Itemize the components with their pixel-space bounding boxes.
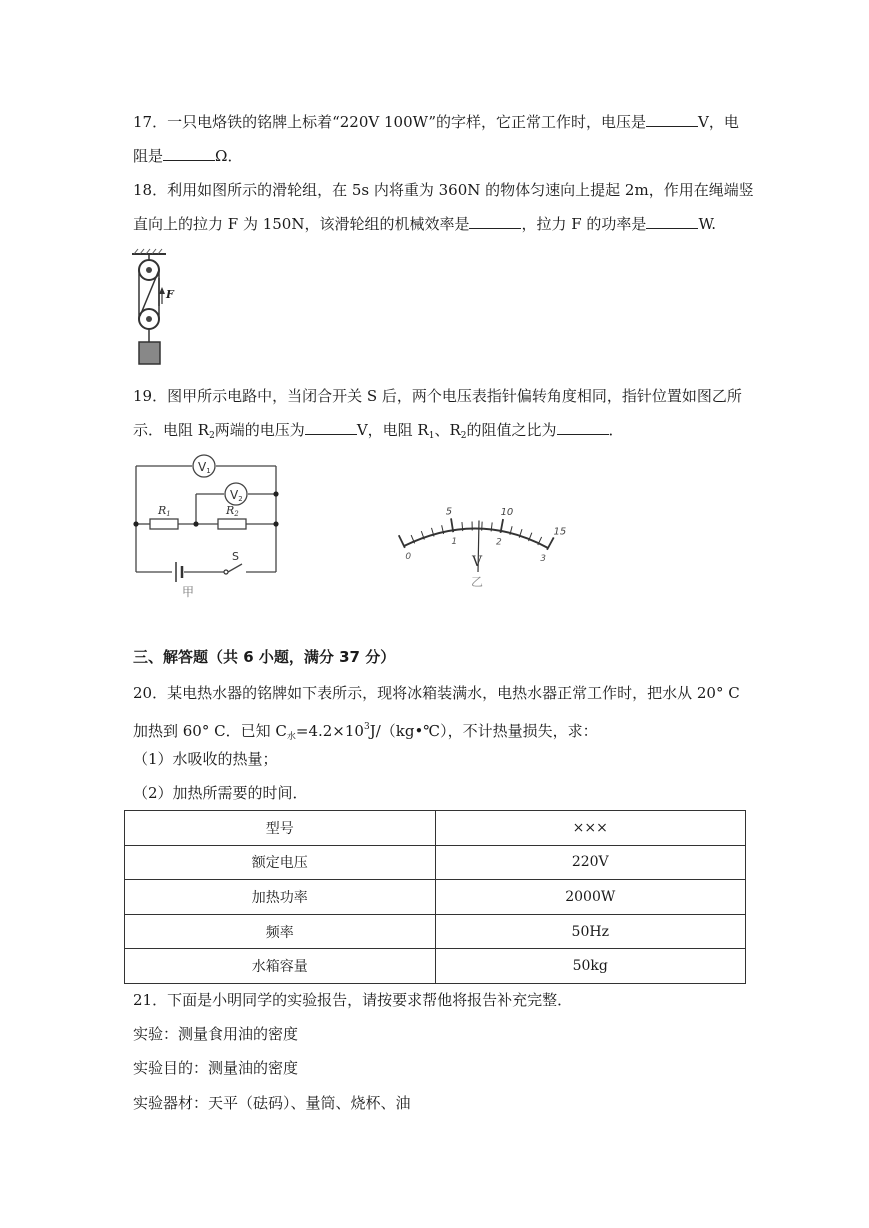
dial-inner-label: 1 [451, 537, 458, 548]
resistor-r2 [218, 519, 246, 529]
q18-blank-power[interactable] [646, 214, 698, 229]
q20-text-b: 加热到 60° C．已知 C [133, 722, 287, 740]
section-heading-text: 三、解答题（共 6 小题，满分 37 分） [133, 648, 396, 666]
r1-sub: 1 [166, 510, 171, 518]
q20-part1-text: （1）水吸收的热量； [133, 750, 278, 768]
pulley-figure [126, 248, 178, 370]
weight-block [139, 342, 160, 364]
q19-text-b: 示．电阻 R [133, 421, 210, 439]
table-cell: 频率 [125, 914, 436, 949]
q21-line2 [133, 1024, 298, 1044]
q19-sub-r2: 2 [209, 431, 215, 441]
q17-text-c: 阻是 [133, 147, 164, 165]
q20-text-c: =4.2×10 [295, 722, 364, 740]
q21-line4 [133, 1093, 411, 1113]
q19-line1 [133, 386, 742, 406]
v1-label: V [198, 460, 207, 474]
circuit-figure [128, 452, 288, 600]
table-cell: ××× [435, 811, 746, 846]
r2-label: R [226, 504, 235, 517]
q20-sub-water: 水 [286, 732, 296, 742]
q20-line2 [133, 717, 598, 747]
svg-text:R1 [157, 504, 171, 518]
resistor-r1 [150, 519, 178, 529]
q17-text-d: Ω． [215, 147, 243, 165]
switch-label: S [232, 550, 239, 563]
q17-line2 [133, 146, 242, 166]
table-row [125, 880, 746, 915]
q17-text-b: V，电 [697, 113, 739, 131]
table-row [125, 845, 746, 880]
q20-part2 [133, 783, 308, 803]
r2-sub: 2 [234, 510, 239, 518]
q19-sub-r1: 1 [428, 431, 435, 441]
circuit-caption: 甲 [182, 585, 195, 599]
q18-text-b: 直向上的拉力 F 为 150N，该滑轮组的机械效率是 [133, 215, 470, 233]
table-row [125, 811, 746, 846]
table-row [125, 914, 746, 949]
q21-text-a: 21．下面是小明同学的实验报告，请按要求帮他将报告补充完整． [133, 991, 573, 1009]
q18-text-d: W. [698, 215, 717, 233]
q20-part1 [133, 749, 278, 769]
dial-major-tick [399, 535, 405, 548]
table-cell: 额定电压 [125, 845, 436, 880]
v2-sub: 2 [238, 495, 243, 503]
q19-text-c: 两端的电压为 [214, 421, 305, 439]
q18-line2 [133, 214, 716, 234]
dial-inner-label: 3 [540, 553, 546, 564]
q20-line1 [133, 683, 740, 703]
voltmeter-dial-figure [378, 482, 578, 602]
table-row [125, 949, 746, 984]
q17-text-a: 17．一只电烙铁的铭牌上标着“220V 100W”的字样，它正常工作时，电压是 [133, 113, 646, 131]
q20-text-d: J/（kg•℃），不计热量损失，求： [369, 722, 598, 740]
r1-label: R [158, 504, 167, 517]
q19-text-a: 19．图甲所示电路中，当闭合开关 S 后，两个电压表指针偏转角度相同，指针位置如图乙所 [133, 387, 742, 405]
dial-arc [404, 528, 548, 548]
q19-blank-ratio[interactable] [557, 420, 609, 435]
table-cell: 2000W [435, 880, 746, 915]
section-heading [133, 647, 395, 667]
q19-text-g: ． [608, 421, 624, 439]
dial-inner-label: 2 [496, 537, 502, 548]
q19-text-f: 的阻值之比为 [466, 421, 557, 439]
q17-blank-voltage[interactable] [646, 112, 698, 127]
q20-text-a: 20．某电热水器的铭牌如下表所示，现将冰箱装满水，电热水器正常工作时，把水从 20° C [133, 684, 740, 702]
v1-sub: 1 [206, 467, 211, 475]
q17-line1 [133, 112, 739, 132]
dial-unit-label: V [472, 554, 483, 570]
specification-table [124, 810, 746, 984]
table-cell: 加热功率 [125, 880, 436, 915]
q21-line1 [133, 990, 572, 1010]
force-label: F [166, 288, 174, 301]
dial-outer-label: 10 [500, 507, 514, 519]
q19-text-e: 、R [434, 421, 461, 439]
table-cell: 50Hz [435, 914, 746, 949]
q18-line1 [133, 180, 754, 200]
dial-caption: 乙 [471, 575, 484, 589]
q18-blank-efficiency[interactable] [469, 214, 521, 229]
table-cell: 水箱容量 [125, 949, 436, 984]
dial-major-tick [547, 537, 554, 549]
q21-text-c: 实验目的：测量油的密度 [133, 1059, 299, 1077]
v2-label: V [230, 488, 239, 502]
table-cell: 220V [435, 845, 746, 880]
q20-sup-exp: 3 [363, 722, 370, 732]
switch-pivot [224, 570, 228, 574]
q19-line2 [133, 420, 624, 446]
dial-inner-label: 0 [405, 551, 412, 562]
q18-text-a: 18．利用如图所示的滑轮组，在 5s 内将重为 360N 的物体匀速向上提起 2m，作用在绳端竖 [133, 181, 754, 199]
q19-blank-voltage[interactable] [305, 420, 357, 435]
svg-text:R2 [225, 504, 239, 518]
table-cell: 型号 [125, 811, 436, 846]
q19-text-d: V，电阻 R [356, 421, 429, 439]
q21-text-b: 实验：测量食用油的密度 [133, 1025, 299, 1043]
q19-sub-r2b: 2 [460, 431, 467, 441]
table-cell: 50kg [435, 949, 746, 984]
q21-line3 [133, 1058, 298, 1078]
q20-part2-text: （2）加热所需要的时间． [133, 784, 308, 802]
q21-text-d: 实验器材：天平（砝码）、量筒、烧杯、油 [133, 1094, 411, 1112]
q17-blank-resistance[interactable] [163, 146, 215, 161]
dial-outer-label: 5 [445, 506, 453, 518]
q18-text-c: ，拉力 F 的功率是 [521, 215, 647, 233]
dial-outer-label: 15 [553, 526, 567, 538]
